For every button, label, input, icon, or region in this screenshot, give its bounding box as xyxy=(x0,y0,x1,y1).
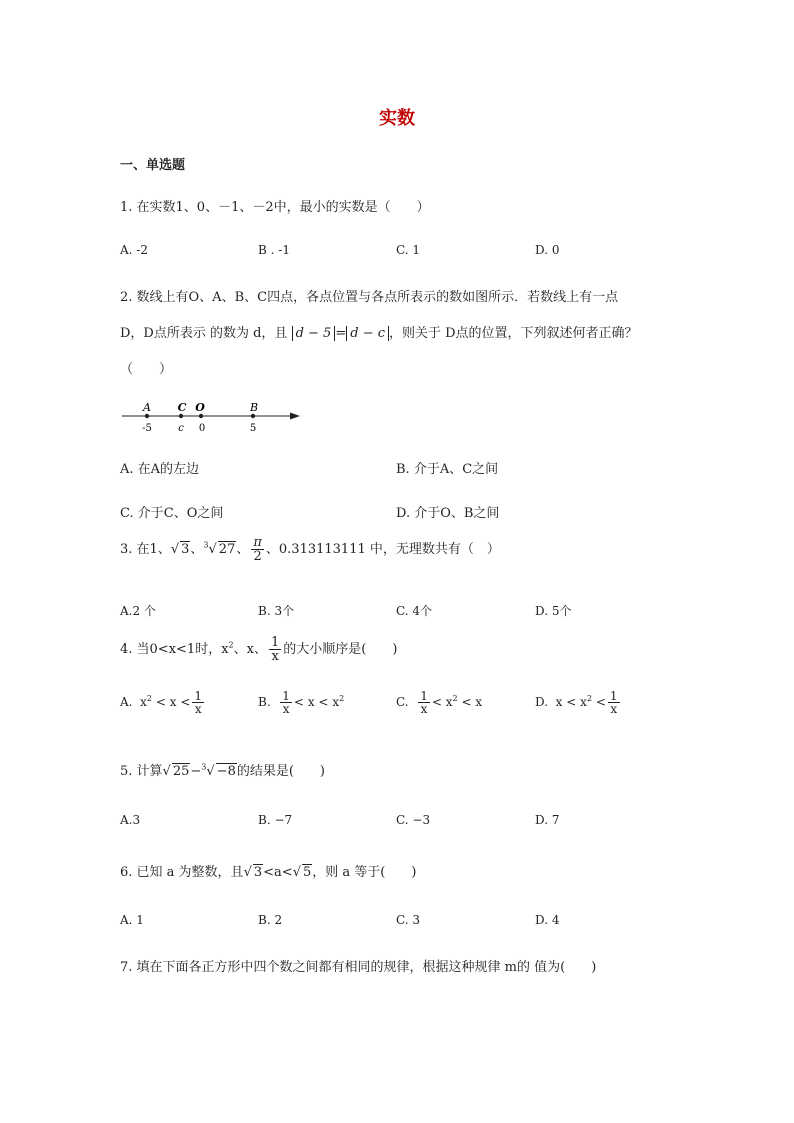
sqrt-icon: √ xyxy=(292,865,301,880)
q6-option-b: B. 2 xyxy=(258,913,283,927)
q4-c-x: x xyxy=(445,695,453,709)
q5-cbrt-index: 3 xyxy=(201,762,207,772)
q6-sqrt-5: 5 xyxy=(302,865,312,880)
sqrt-icon: √ xyxy=(170,542,180,557)
q3-suffix: 、0.313113111 中，无理数共有（ ） xyxy=(265,542,500,557)
q5-prefix: 5. 计算 xyxy=(120,764,163,779)
q4-a-frac-num: 1 xyxy=(194,689,203,703)
q4-d-label: D. xyxy=(535,695,549,709)
q4-d-lt-1: < xyxy=(566,695,577,709)
question-5 xyxy=(120,760,325,779)
q3-sep-2: 、 xyxy=(236,542,250,557)
question-7: 7. 填在下面各正方形中四个数之间都有相同的规律，根据这种规律 m的 值为( ) xyxy=(120,960,597,975)
q2-text-b: ，则关于 D点的位置，下列叙述何者正确？ xyxy=(389,326,638,341)
q4-c-frac xyxy=(418,690,430,715)
q4-a-frac xyxy=(192,690,204,715)
q4-b-sup: 2 xyxy=(339,694,345,703)
q4-a-frac-den: x xyxy=(192,702,204,715)
q4-b-frac-num: 1 xyxy=(282,689,290,703)
q3-sqrt-3: 3 xyxy=(181,542,190,557)
sqrt-icon: √ xyxy=(162,764,171,779)
page-title: 实数 xyxy=(379,108,415,129)
q4-b-x: x xyxy=(307,695,315,709)
q1-option-a: A. -2 xyxy=(120,243,148,257)
q4-a-x: x xyxy=(140,695,147,709)
number-line-arrow xyxy=(290,413,300,420)
q3-option-c: C. 4个 xyxy=(396,604,433,618)
q4-b-frac xyxy=(280,690,292,715)
q6-suffix: ，则 a 等于( ) xyxy=(312,865,417,880)
label-c: C xyxy=(177,401,187,414)
q2-option-c: C. 介于C、O之间 xyxy=(120,506,224,521)
q6-mid: <a< xyxy=(263,865,293,880)
q1-option-c: C. 1 xyxy=(396,243,421,257)
q5-option-c: C. −3 xyxy=(396,813,431,827)
question-6 xyxy=(120,861,416,880)
q6-sqrt-3: 3 xyxy=(253,865,263,880)
q4-c-lt-2: < xyxy=(461,695,472,709)
q2-option-b: B. 介于A、C之间 xyxy=(396,462,499,477)
q4-a-label: A. xyxy=(120,695,133,709)
question-2-line-1: 2. 数线上有O、A、B、C四点，各点位置与各点所表示的数如图所示．若数线上有一点 xyxy=(120,290,619,305)
q6-option-d: D. 4 xyxy=(535,913,560,927)
q2-option-a: A. 在A的左边 xyxy=(120,462,200,477)
q4-frac-num: 1 xyxy=(270,635,280,650)
point-a xyxy=(145,414,149,418)
q1-option-d: D. 0 xyxy=(535,243,560,257)
q4-c-x2: x xyxy=(475,695,483,709)
q5-cbrt-neg8: −8 xyxy=(216,764,236,779)
q2-equals: = xyxy=(335,326,347,341)
q3-pi-fraction xyxy=(251,536,264,563)
q5-minus: − xyxy=(190,764,202,779)
q4-option-c xyxy=(396,690,482,715)
q3-option-b: B. 3个 xyxy=(258,604,295,618)
q2-abs-1: d − 5 xyxy=(292,326,336,341)
q3-option-d: D. 5个 xyxy=(535,604,572,618)
q4-b-x2: x xyxy=(332,695,340,709)
q3-cbrt-27: 27 xyxy=(218,542,236,557)
q6-option-c: C. 3 xyxy=(396,913,421,927)
q4-a-sup: 2 xyxy=(146,694,152,703)
q4-c-sup: 2 xyxy=(452,694,458,703)
q4-a-lt-2: < xyxy=(180,695,191,709)
question-2-line-2 xyxy=(120,322,638,341)
q4-b-lt-2: < xyxy=(318,695,329,709)
q4-frac-den: x xyxy=(269,649,281,663)
cbrt-icon: √ xyxy=(206,764,215,779)
q4-b-lt-1: < xyxy=(293,695,304,709)
tick-label-minus-5: -5 xyxy=(142,423,152,434)
question-4 xyxy=(120,636,397,663)
q4-mid: 、x、 xyxy=(233,642,267,657)
label-o: O xyxy=(195,401,205,414)
q4-d-x: x xyxy=(555,695,563,709)
q6-prefix: 6. 已知 a 为整数，且 xyxy=(120,865,244,880)
q4-c-frac-num: 1 xyxy=(420,689,428,703)
q5-option-a: A.3 xyxy=(120,813,141,827)
question-2-line-3: （ ） xyxy=(120,362,173,377)
q3-cbrt-index: 3 xyxy=(203,540,209,550)
sqrt-icon: √ xyxy=(243,865,252,880)
q4-d-frac-num: 1 xyxy=(609,689,618,703)
point-b xyxy=(251,414,255,418)
q4-d-frac-den: x xyxy=(608,702,620,715)
label-a: A xyxy=(143,401,151,414)
q4-option-b xyxy=(258,690,344,715)
q1-option-b: B . -1 xyxy=(258,243,290,257)
q4-fraction xyxy=(269,636,281,663)
q4-b-label: B. xyxy=(258,695,271,709)
q4-option-a xyxy=(120,690,206,715)
q4-option-d xyxy=(535,690,622,715)
section-heading: 一、单选题 xyxy=(120,158,186,173)
tick-label-c: c xyxy=(178,423,184,434)
q4-d-lt-2: < xyxy=(595,695,606,709)
q3-sep-1: 、 xyxy=(190,542,204,557)
q4-b-frac-den: x xyxy=(280,702,292,715)
q4-d-sup: 2 xyxy=(586,694,593,703)
q6-option-a: A. 1 xyxy=(120,913,144,927)
q4-suffix: 的大小顺序是( ) xyxy=(283,642,398,657)
q3-pi-den: 2 xyxy=(251,549,264,563)
tick-label-0: 0 xyxy=(198,423,206,434)
q5-suffix: 的结果是( ) xyxy=(236,764,326,779)
q5-sqrt-25: 25 xyxy=(172,764,190,779)
q4-prefix: 4. 当0<x<1时，x xyxy=(120,642,229,657)
q3-option-a: A.2 个 xyxy=(120,604,156,618)
q4-c-frac-den: x xyxy=(418,702,430,715)
cbrt-icon: √ xyxy=(208,542,217,557)
q5-option-b: B. −7 xyxy=(258,813,293,827)
point-c xyxy=(179,414,183,418)
q2-option-d: D. 介于O、B之间 xyxy=(396,506,500,521)
tick-label-5: 5 xyxy=(249,423,257,434)
q4-a-lt-1: < xyxy=(155,695,166,709)
label-b: B xyxy=(249,401,259,414)
question-3 xyxy=(120,536,500,563)
q4-sup: 2 xyxy=(228,640,234,650)
q2-text-a: D，D点所表示 的数为 d，且 xyxy=(120,326,288,341)
q3-pi-num: π xyxy=(253,535,262,550)
question-1: 1. 在实数1、0、－1、－2中，最小的实数是（ ） xyxy=(120,200,430,215)
q3-prefix: 3. 在1、 xyxy=(120,542,171,557)
q4-d-frac xyxy=(608,690,620,715)
number-line xyxy=(118,396,308,436)
q4-a-x2: x xyxy=(169,695,177,709)
q5-option-d: D. 7 xyxy=(535,813,560,827)
q4-d-x2: x xyxy=(580,695,587,709)
point-o xyxy=(199,414,203,418)
q4-c-label: C. xyxy=(396,695,409,709)
q2-abs-2: d − c xyxy=(346,326,389,341)
q4-c-lt-1: < xyxy=(431,695,442,709)
